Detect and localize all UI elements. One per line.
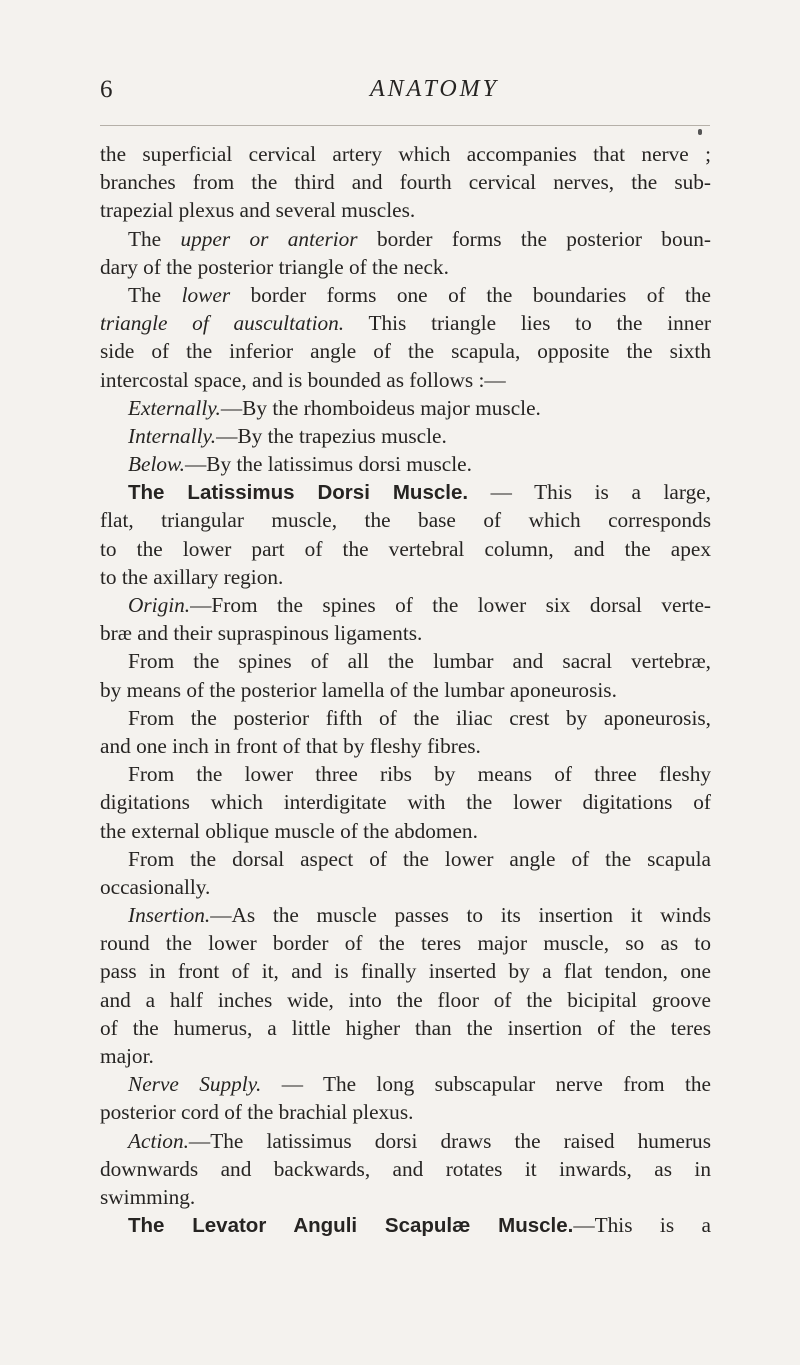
text-line — [100, 647, 711, 675]
text-line — [100, 309, 711, 337]
italic-run: lower — [181, 282, 231, 307]
text-run: intercostal space, and is bounded as follows :— — [100, 367, 506, 392]
text-line — [100, 788, 711, 816]
text-line — [100, 873, 711, 901]
body-text — [100, 140, 711, 1239]
text-line — [100, 140, 711, 168]
text-run: and a half inches wide, into the floor of the bicipital groove — [100, 987, 711, 1012]
text-run: bræ and their supraspinous ligaments. — [100, 621, 423, 646]
text-run: The — [128, 226, 181, 251]
text-line — [100, 1211, 711, 1239]
text-line — [100, 619, 711, 647]
italic-run: Below. — [128, 452, 185, 477]
print-speck — [698, 129, 702, 135]
text-line — [100, 1014, 711, 1042]
text-run: From the spines of all the lumbar and sacral vertebræ, — [128, 649, 711, 674]
text-run: trapezial plexus and several muscles. — [100, 198, 416, 223]
text-line — [100, 1042, 711, 1070]
text-run: dary of the posterior triangle of the neck. — [100, 254, 449, 279]
text-run: border forms one of the boundaries of the — [230, 282, 712, 307]
text-line — [100, 281, 711, 309]
text-run: — The long subscapular nerve from the — [261, 1072, 711, 1097]
text-run: and one inch in front of that by fleshy fibres. — [100, 733, 481, 758]
text-run: branches from the third and fourth cervical nerves, the sub- — [100, 170, 711, 195]
text-run: digitations which interdigitate with the lower digitations of — [100, 790, 711, 815]
text-run: pass in front of it, and is finally inserted by a flat tendon, one — [100, 959, 711, 984]
text-run: flat, triangular muscle, the base of which corresponds — [100, 508, 711, 533]
text-run: — This is a large, — [468, 480, 711, 505]
text-run: —By the latissimus dorsi muscle. — [184, 452, 472, 477]
text-line — [100, 506, 711, 534]
text-run: —By the trapezius muscle. — [216, 423, 447, 448]
italic-run: triangle of auscultation. — [100, 311, 345, 336]
text-line — [100, 1127, 711, 1155]
text-run: to the lower part of the vertebral column, and the apex — [100, 536, 711, 561]
text-line — [100, 1183, 711, 1211]
text-run: by means of the posterior lamella of the lumbar aponeurosis. — [100, 677, 617, 702]
text-line — [100, 253, 711, 281]
text-line — [100, 676, 711, 704]
text-run: occasionally. — [100, 874, 211, 899]
text-run: —The latissimus dorsi draws the raised humerus — [188, 1128, 711, 1153]
text-run: round the lower border of the teres major muscle, so as to — [100, 931, 711, 956]
text-line — [100, 1098, 711, 1126]
text-run: From the dorsal aspect of the lower angle of the scapula — [128, 846, 711, 871]
text-line — [100, 366, 711, 394]
italic-run: Insertion. — [128, 903, 211, 928]
text-line — [100, 760, 711, 788]
text-run: border forms the posterior boun- — [357, 226, 711, 251]
section-heading: The Latissimus Dorsi Muscle. — [128, 481, 469, 505]
text-line — [100, 704, 711, 732]
text-run: posterior cord of the brachial plexus. — [100, 1100, 414, 1125]
running-head: ANATOMY — [370, 76, 500, 102]
text-run: —By the rhomboideus major muscle. — [220, 395, 541, 420]
text-run: The — [128, 282, 182, 307]
italic-run: Origin. — [128, 593, 191, 617]
page-number: 6 — [100, 76, 114, 103]
text-line — [100, 535, 711, 563]
text-line — [100, 337, 711, 365]
italic-run: Internally. — [128, 423, 217, 448]
text-run: From the lower three ribs by means of three fleshy — [128, 762, 711, 787]
text-run: major. — [100, 1044, 154, 1068]
text-line — [100, 817, 711, 845]
text-run: —As the muscle passes to its insertion it winds — [210, 903, 711, 928]
text-line — [100, 1155, 711, 1183]
text-run: —From the spines of the lower six dorsal verte- — [190, 593, 711, 617]
text-run: of the humerus, a little higher than the insertion of the teres — [100, 1015, 711, 1040]
text-line — [100, 450, 711, 478]
text-run: the superficial cervical artery which accompanies that nerve ; — [100, 142, 711, 166]
text-run: swimming. — [100, 1184, 196, 1209]
page-header — [0, 76, 800, 116]
text-run: to the axillary region. — [100, 564, 284, 589]
text-run: side of the inferior angle of the scapula, opposite the sixth — [100, 339, 711, 364]
text-line — [100, 986, 711, 1014]
text-line — [100, 845, 711, 873]
text-run: the external oblique muscle of the abdomen. — [100, 818, 478, 843]
text-line — [100, 591, 711, 619]
text-line — [100, 422, 711, 450]
text-run: This triangle lies to the inner — [344, 311, 711, 336]
text-line — [100, 196, 711, 224]
text-line — [100, 929, 711, 957]
text-line — [100, 732, 711, 760]
text-line — [100, 957, 711, 985]
section-heading: The Levator Anguli Scapulæ Muscle. — [128, 1214, 574, 1238]
text-line — [100, 563, 711, 591]
header-rule — [100, 125, 710, 126]
italic-run: upper or anterior — [180, 226, 358, 251]
text-run: —This is a — [573, 1213, 711, 1238]
text-line — [100, 1070, 711, 1098]
text-line — [100, 901, 711, 929]
italic-run: Nerve Supply. — [128, 1072, 262, 1097]
text-line — [100, 478, 711, 506]
text-run: From the posterior fifth of the iliac crest by aponeurosis, — [128, 705, 711, 730]
text-run: downwards and backwards, and rotates it inwards, as in — [100, 1156, 711, 1181]
text-line — [100, 225, 711, 253]
italic-run: Action. — [128, 1128, 189, 1153]
italic-run: Externally. — [128, 395, 221, 420]
text-line — [100, 394, 711, 422]
text-line — [100, 168, 711, 196]
